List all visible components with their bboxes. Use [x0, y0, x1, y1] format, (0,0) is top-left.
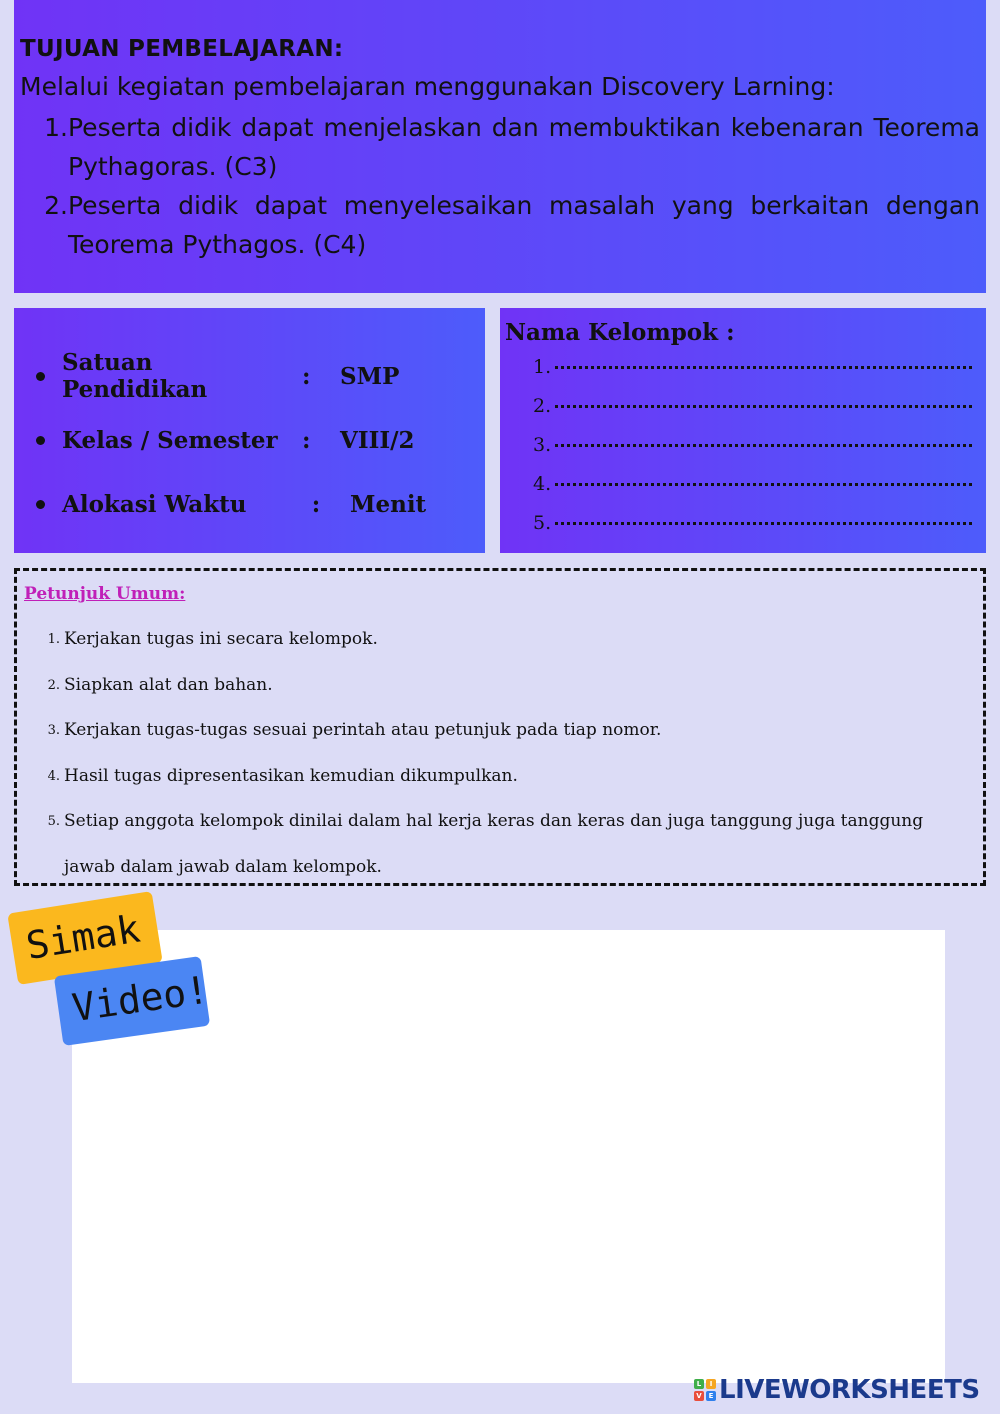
- instruction-text: Setiap anggota kelompok dinilai dalam hal kerja keras dan keras dan juga tanggung juga tanggung jawab dalam jawab dalam kelompok.: [64, 811, 924, 877]
- group-member-line[interactable]: [533, 473, 972, 512]
- dotted-fill-line: [555, 405, 972, 408]
- instruction-item: [24, 708, 983, 754]
- dotted-fill-line: [555, 483, 972, 486]
- liveworksheets-logo-icon: [694, 1379, 716, 1401]
- group-member-line[interactable]: [533, 356, 972, 395]
- dotted-fill-line: [555, 444, 972, 447]
- objective-number: 2.: [44, 191, 68, 220]
- instruction-number: 3.: [47, 723, 60, 738]
- liveworksheets-watermark[interactable]: [694, 1374, 980, 1406]
- instruction-item: [24, 663, 983, 709]
- instruction-number: 1.: [47, 632, 60, 647]
- info-colon: :: [302, 426, 311, 454]
- group-member-line[interactable]: [533, 512, 972, 551]
- video-sticker: Video!: [54, 956, 210, 1046]
- instruction-number: 4.: [47, 768, 60, 784]
- group-title: Nama Kelompok :: [505, 319, 735, 346]
- bullet-icon: [36, 372, 45, 381]
- info-label: Satuan Pendidikan: [62, 349, 208, 403]
- info-colon: :: [302, 362, 311, 390]
- bullet-icon: [36, 436, 45, 445]
- info-label: Alokasi Waktu: [62, 490, 247, 518]
- dotted-fill-line: [555, 366, 972, 369]
- instruction-item: [24, 754, 983, 800]
- info-colon: :: [311, 490, 321, 518]
- instruction-text: Siapkan alat dan bahan.: [64, 674, 273, 695]
- instruction-text: Kerjakan tugas-tugas sesuai perintah atau petunjuk pada tiap nomor.: [64, 720, 662, 740]
- objective-item: [20, 186, 980, 264]
- class-info-panel: [14, 308, 485, 553]
- logo-tile: L: [694, 1379, 704, 1389]
- objective-number: 1.: [44, 113, 68, 142]
- info-row-time-allocation: [36, 472, 485, 536]
- objectives-intro: Melalui kegiatan pembelajaran menggunakan Discovery Larning:: [20, 72, 835, 101]
- group-member-line[interactable]: [533, 395, 972, 434]
- info-value: SMP: [340, 362, 400, 390]
- simak-sticker: Simak: [7, 891, 162, 985]
- general-instructions-panel: [14, 568, 986, 886]
- objective-item: [20, 108, 980, 186]
- group-member-number: 1.: [533, 356, 552, 378]
- instruction-item: [24, 799, 983, 890]
- instructions-title: Petunjuk Umum:: [24, 584, 186, 604]
- info-row-education-unit: [36, 344, 485, 408]
- group-member-number: 3.: [533, 434, 552, 456]
- info-value: Menit: [350, 490, 427, 518]
- group-member-number: 5.: [533, 512, 552, 534]
- info-value: VIII/2: [340, 426, 415, 454]
- objective-text: Peserta didik dapat menyelesaikan masalah yang berkaitan dengan Teorema Pythagos. (C4): [68, 191, 980, 259]
- objectives-list: [20, 108, 980, 264]
- bullet-icon: [36, 500, 45, 509]
- instruction-text: Kerjakan tugas ini secara kelompok.: [64, 629, 378, 649]
- objectives-title: TUJUAN PEMBELAJARAN:: [20, 36, 344, 62]
- info-label: Kelas / Semester: [62, 426, 278, 454]
- group-member-number: 4.: [533, 473, 552, 495]
- group-names-panel: [500, 308, 986, 553]
- instruction-number: 5.: [47, 814, 60, 829]
- objective-text: Peserta didik dapat menjelaskan dan membuktikan kebenaran Teorema Pythagoras. (C3): [68, 113, 980, 181]
- watermark-text: LIVEWORKSHEETS: [719, 1375, 980, 1405]
- logo-tile: E: [706, 1391, 716, 1401]
- group-member-number: 2.: [533, 395, 552, 417]
- group-member-list: [505, 356, 972, 551]
- group-member-line[interactable]: [533, 434, 972, 473]
- instruction-item: [24, 617, 983, 663]
- instruction-number: 2.: [47, 677, 60, 693]
- instruction-text: Hasil tugas dipresentasikan kemudian dikumpulkan.: [64, 765, 518, 786]
- info-row-class-semester: [36, 408, 485, 472]
- instructions-list: [24, 617, 983, 890]
- logo-tile: V: [694, 1391, 704, 1401]
- learning-objectives-panel: [14, 0, 986, 293]
- dotted-fill-line: [555, 522, 972, 525]
- logo-tile: I: [706, 1379, 716, 1389]
